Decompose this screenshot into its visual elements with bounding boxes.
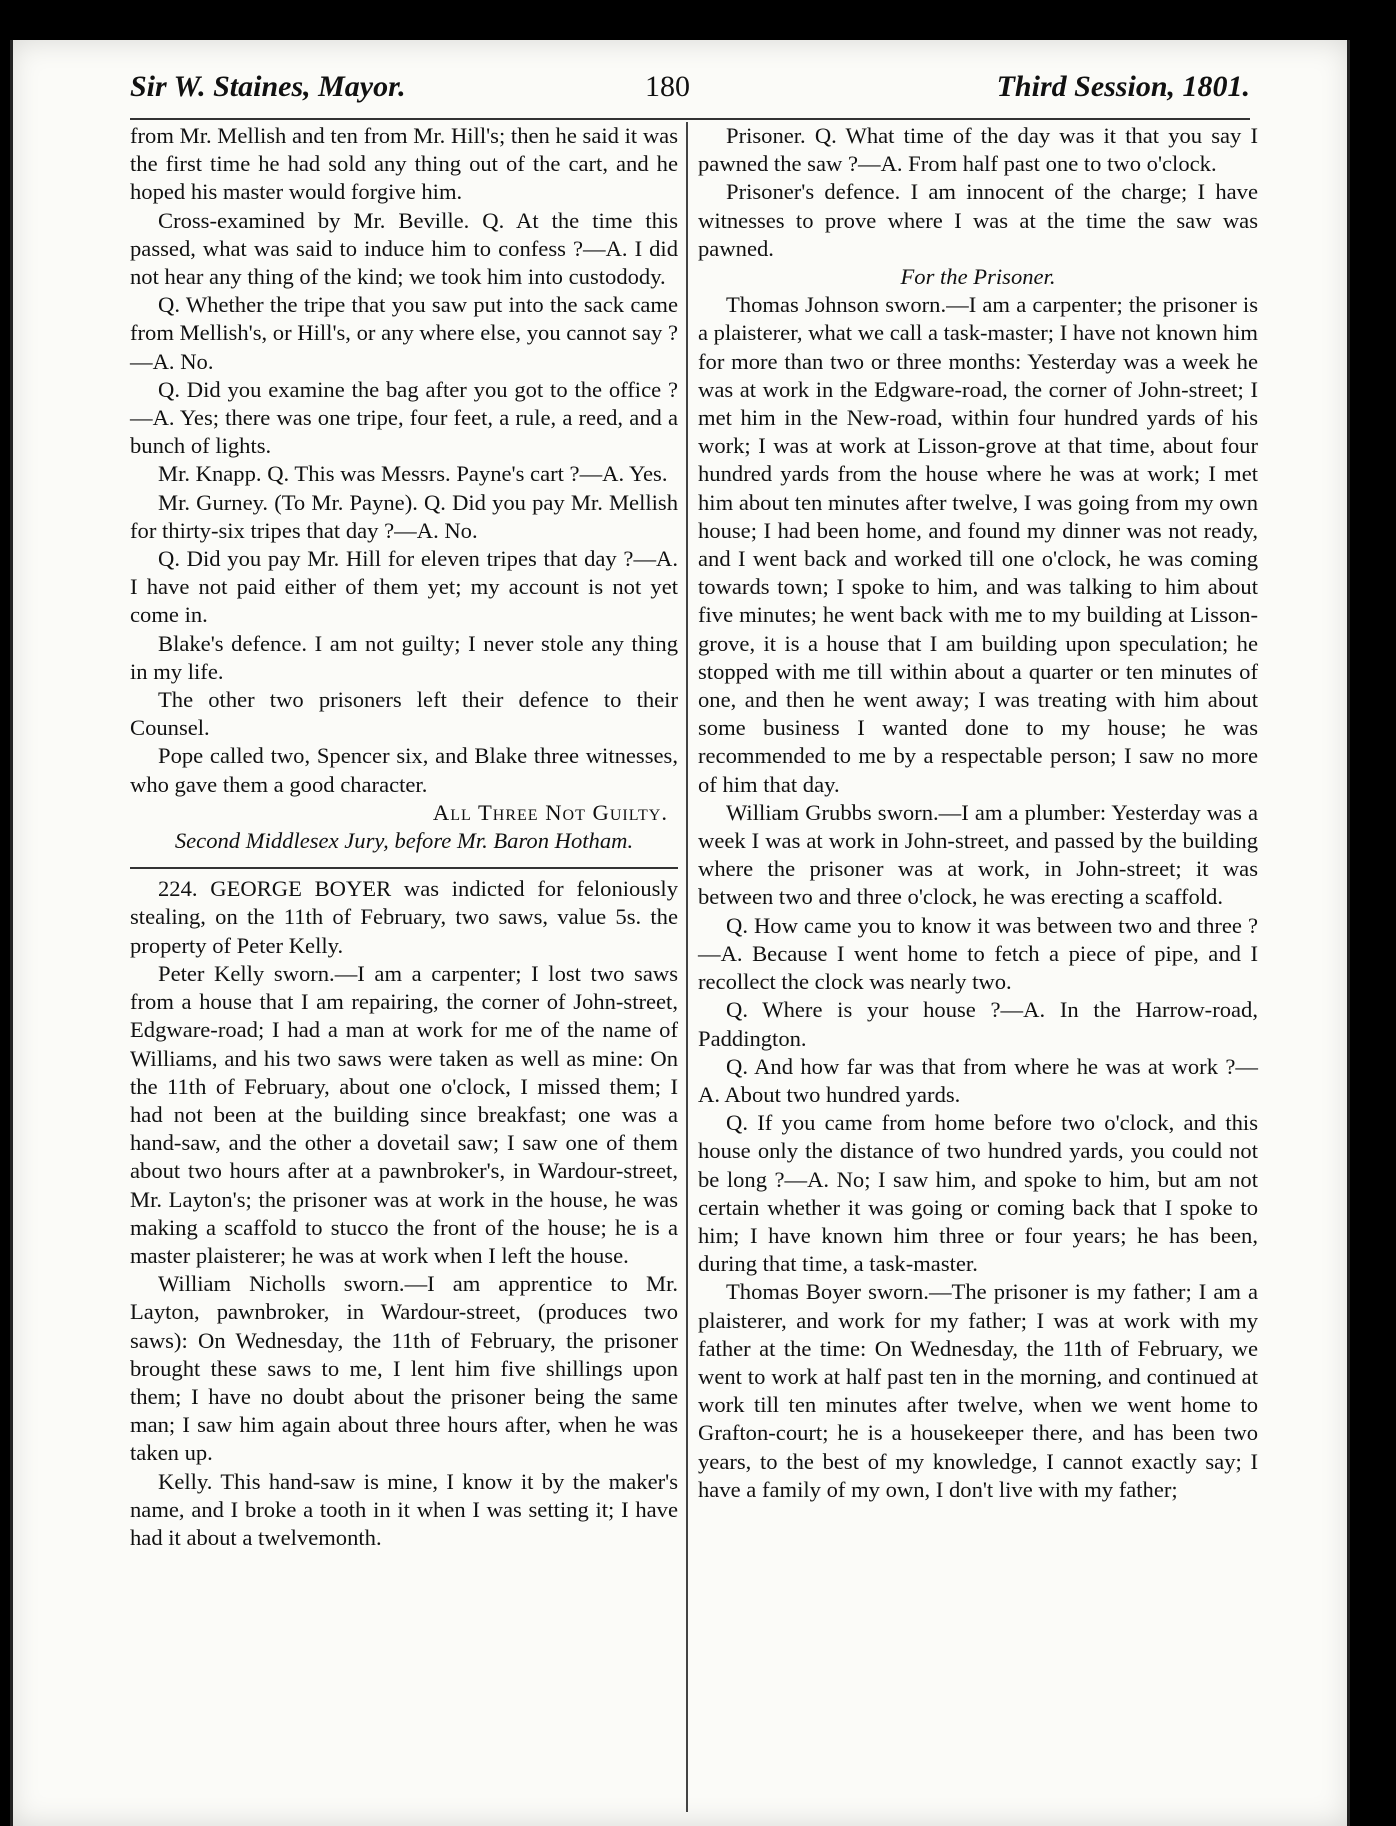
header-left: Sir W. Staines, Mayor. <box>130 70 406 103</box>
paragraph: Q. And how far was that from where he was at work ?—A. About two hundred yards. <box>698 1053 1258 1107</box>
paragraph: William Grubbs sworn.—I am a plumber: Yesterday was a week I was at work in John-street, and passed by the building where the prisoner was at work, in John-street; it was between two and three o'clock, he was erecting a scaffold. <box>698 799 1258 910</box>
paragraph: Mr. Knapp. Q. This was Messrs. Payne's cart ?—A. Yes. <box>158 461 668 487</box>
paragraph: Pope called two, Spencer six, and Blake three witnesses, who gave them a good character. <box>130 743 678 797</box>
document-page <box>10 40 1350 1826</box>
paragraph: Q. If you came from home before two o'clock, and this house only the distance of two hundred yards, you could not be long ?—A. No; I saw him, and spoke to him, but am not certain whether it was going or coming back that I spoke to him; I have known him three or four years; he has been, during that time, a task-master. <box>698 1110 1258 1277</box>
paragraph: Peter Kelly sworn.—I am a carpenter; I lost two saws from a house that I am repairing, the corner of John-street, Edgware-road; I had a man at work for me of the name of Williams, and his two saws were taken as well as mine: On the 11th of February, about one o'clock, I missed them; I had not been at the building since breakfast; one was a hand-saw, and the other a dovetail saw; I saw one of them about two hours after at a pawnbroker's, in Wardour-street, Mr. Layton's; the prisoner was at work in the house, he was making a scaffold to stucco the front of the house; he is a master plaisterer; he was at work when I left the house. <box>130 960 678 1268</box>
paragraph: Prisoner. Q. What time of the day was it that you say I pawned the saw ?—A. From half past one to two o'clock. <box>698 123 1258 177</box>
paragraph: Blake's defence. I am not guilty; I never stole any thing in my life. <box>130 630 678 684</box>
paragraph: Q. Did you examine the bag after you got to the office ?—A. Yes; there was one tripe, four feet, a rule, a reed, and a bunch of lights. <box>130 376 678 459</box>
paragraph: Thomas Johnson sworn.—I am a carpenter; the prisoner is a plaisterer, what we call a task-master; I have not known him for more than two or three months: Yesterday was a week he was at work in the Edgware-road, the corner of John-street; I met him in the New-road, within four hundred yards of his work; I was at work at Lisson-grove at that time, about four hundred yards from the house where he was at work; I met him about ten minutes after twelve, I was going from my own house; I had been home, and found my dinner was not ready, and I went back and worked till one o'clock, he was coming towards town; I spoke to him, and was talking to him about five minutes; he went back with me to my building at Lisson-grove, it is a house that I am building upon speculation; he stopped with me till within about a quarter or ten minutes of one, and then he went away; I was treating with him about some business I wanted done to my house; he was recommended to me by a respectable person; I saw no more of him that day. <box>698 292 1258 797</box>
paragraph: Q. Whether the tripe that you saw put into the sack came from Mellish's, or Hill's, or any where else, you cannot say ?—A. No. <box>130 292 678 374</box>
page-edge-right <box>1347 40 1350 1826</box>
paragraph: William Nicholls sworn.—I am apprentice to Mr. Layton, pawnbroker, in Wardour-street, (produces two saws): On Wednesday, the 11th of February, the prisoner brought these saws to me, I lent him five shillings upon them; I have no doubt about the prisoner being the same man; I saw him again about three hours after, when he was taken up. <box>130 1271 678 1466</box>
paragraph: Thomas Boyer sworn.—The prisoner is my father; I am a plaisterer, and work for my father; I was at work with my father at the time: On Wednesday, the 11th of February, we went to work at half past ten in the morning, and continued at work till ten minutes after twelve, when we went home to Grafton-court; he is a housekeeper there, and has been two years, to the best of my knowledge, I cannot exactly say; I have a family of my own, I don't live with my father; <box>698 1279 1258 1502</box>
paragraph: Q. How came you to know it was between two and three ?—A. Because I went home to fetch a piece of pipe, and I recollect the clock was nearly two. <box>698 912 1258 995</box>
paragraph: Second Middlesex Jury, before Mr. Baron Hotham. <box>174 828 634 854</box>
paragraph: 224. GEORGE BOYER was indicted for feloniously stealing, on the 11th of February, two saws, value 5s. the property of Peter Kelly. <box>130 876 678 958</box>
left-column <box>130 122 678 1552</box>
paragraph: Cross-examined by Mr. Beville. Q. At the time this passed, what was said to induce him to confess ?—A. I did not hear any thing of the kind; we took him into custodody. <box>130 207 678 290</box>
paragraph: All Three Not Guilty. <box>432 799 668 825</box>
paragraph: Q. Did you pay Mr. Hill for eleven tripes that day ?—A. I have not paid either of them yet; my account is not yet come in. <box>130 546 678 628</box>
running-header <box>130 70 1250 116</box>
paragraph: Kelly. This hand-saw is mine, I know it by the maker's name, and I broke a tooth in it when I was setting it; I have had it about a twelvemonth. <box>130 1468 678 1550</box>
paragraph: The other two prisoners left their defence to their Counsel. <box>130 687 678 741</box>
page-edge-left <box>10 40 13 1826</box>
page-number: 180 <box>645 70 690 103</box>
paragraph: from Mr. Mellish and ten from Mr. Hill's; then he said it was the first time he had sold any thing out of the cart, and he hoped his master would forgive him. <box>130 123 678 205</box>
header-right: Third Session, 1801. <box>996 70 1250 103</box>
column-divider <box>686 122 688 1812</box>
paragraph: Mr. Gurney. (To Mr. Payne). Q. Did you pay Mr. Mellish for thirty-six tripes that day ?—A. No. <box>130 489 678 543</box>
header-rule <box>130 118 1250 120</box>
section-divider <box>130 867 678 869</box>
paragraph: Prisoner's defence. I am innocent of the charge; I have witnesses to prove where I was at the time the saw was pawned. <box>698 179 1258 261</box>
paragraph: For the Prisoner. <box>900 264 1056 290</box>
right-column <box>698 122 1258 1504</box>
paragraph: Q. Where is your house ?—A. In the Harrow-road, Paddington. <box>698 997 1258 1051</box>
